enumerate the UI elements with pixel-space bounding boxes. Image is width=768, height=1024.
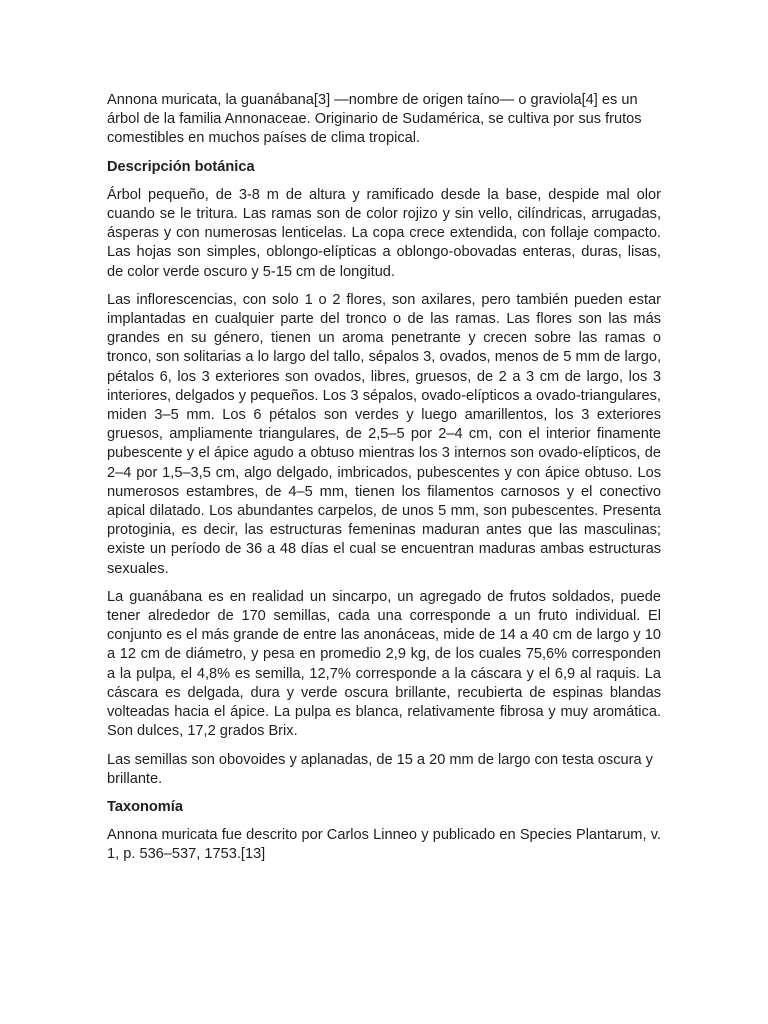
intro-paragraph: Annona muricata, la guanábana[3] —nombre de origen taíno— o graviola[4] es un árbol de la familia Annonaceae. Originario de Sudamérica, se cultiva por sus frutos comestibles en muchos países de clima tropical. <box>107 92 642 147</box>
paragraph-tree-description: Árbol pequeño, de 3-8 m de altura y ramificado desde la base, despide mal olor cuando se le tritura. Las ramas son de color rojizo y sin vello, cilíndricas, arrugadas, ásperas y con numerosas lenticelas. La copa crece extendida, con follaje compacto. Las hojas son simples, oblongo-elípticas a oblongo-obovadas enteras, duras, lisas, de color verde oscuro y 5-15 cm de longitud. <box>107 186 661 280</box>
section-heading-description: Descripción botánica <box>107 158 255 175</box>
paragraph-seeds: Las semillas son obovoides y aplanadas, de 15 a 20 mm de largo con testa oscura y brillante. <box>107 751 653 787</box>
paragraph-fruit: La guanábana es en realidad un sincarpo, un agregado de frutos soldados, puede tener alrededor de 170 semillas, cada una corresponde a un fruto individual. El conjunto es el más grande de entre las anonáceas, mide de 14 a 40 cm de largo y 10 a 12 cm de diámetro, y pesa en promedio 2,9 kg, de los cuales 75,6% corresponden a la pulpa, el 4,8% es semilla, 12,7% corresponde a la cáscara y el 6,9 al raquis. La cáscara es delgada, dura y verde oscura brillante, recubierta de espinas blandas volteadas hacia el ápice. La pulpa es blanca, relativamente fibrosa y muy aromática. Son dulces, 17,2 grados Brix. <box>107 588 661 740</box>
paragraph-inflorescences: Las inflorescencias, con solo 1 o 2 flores, son axilares, pero también pueden estar implantadas en cualquier parte del tronco o de las ramas. Las flores son las más grandes en su género, tienen un aroma penetrante y crecen sobre las ramas o tronco, son solitarias a lo largo del tallo, sépalos 3, ovados, menos de 5 mm de largo, pétalos 6, los 3 exteriores son ovados, libres, gruesos, de 2 a 3 cm de largo, los 3 interiores, delgados y pequeños. Los 3 sépalos, ovado-elípticos a ovado-triangulares, miden 3–5 mm. Los 6 pétalos son verdes y luego amarillentos, los 3 exteriores gruesos, ampliamente triangulares, de 2,5–5 por 2–4 cm, con el interior finamente pubescente y el ápice agudo a obtuso mientras los 3 internos son ovado-elípticos, de 2–4 por 1,5–3,5 cm, algo delgado, imbricados, pubescentes y con ápice obtuso. Los numerosos estambres, de 4–5 mm, tienen los filamentos carnosos y el conectivo apical dilatado. Los abundantes carpelos, de unos 5 mm, son pubescentes. Presenta protoginia, es decir, las estructuras femeninas maduran antes que las masculinas; existe un período de 36 a 48 días el cual se encuentran maduras ambas estructuras sexuales. <box>107 291 661 577</box>
document-page <box>107 91 661 874</box>
section-heading-taxonomy: Taxonomía <box>107 798 183 815</box>
paragraph-taxonomy: Annona muricata fue descrito por Carlos Linneo y publicado en Species Plantarum, v. 1, p. 536–537, 1753.[13] <box>107 827 661 863</box>
